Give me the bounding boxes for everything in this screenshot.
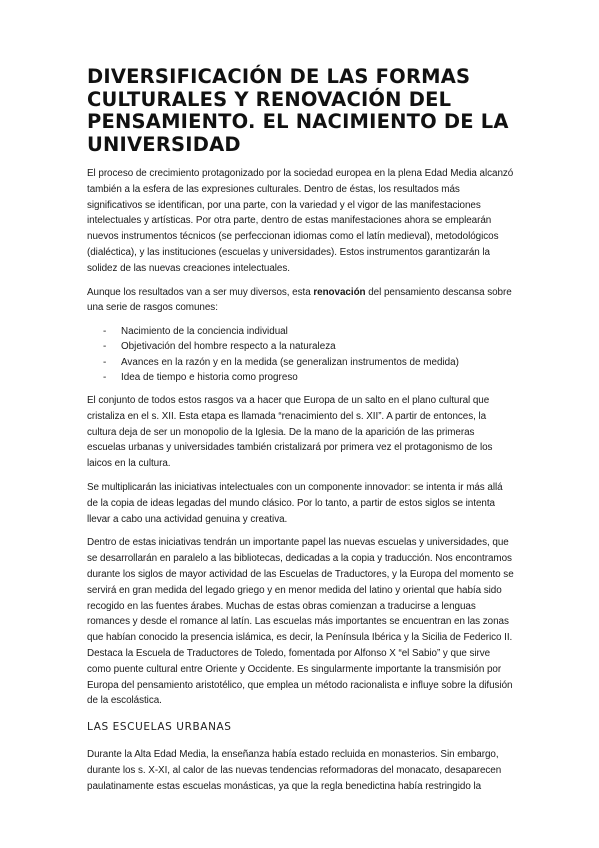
results-paragraph (87, 285, 515, 317)
section-heading: LAS ESCUELAS URBANAS (87, 721, 232, 734)
traits-list (87, 324, 515, 385)
renaissance-paragraph: El conjunto de todos estos rasgos va a hacer que Europa de un salto en el plano cultural que cristaliza en el s. XII. Esta etapa es llamada “renacimiento del s. XII”. A partir de entonces, la cultura deja de ser un monopolio de la Iglesia. De la mano de la aparición de las primeras escuelas urbanas y universidades también cristalizará por primera vez el protagonismo de los laicos en la cultura. (87, 394, 493, 470)
results-bold-word: renovación (313, 286, 366, 298)
results-text-after: del pensamiento descansa sobre una serie de rasgos comunes: (87, 286, 512, 314)
schools-paragraph: Dentro de estas iniciativas tendrán un importante papel las nuevas escuelas y universidades, que se desarrollarán en paralelo a las bibliotecas, dedicadas a la copia y traducción. Nos encontramos durante los siglos de mayor actividad de las Escuelas de Traductores, y la Europa del momento se servirá en gran medida del legado griego y en menor medida del latino y oriental que había sido recogido en las fuentes árabes. Muchas de estas obras comienzan a traducirse a lenguas romances y desde el romance al latín. Las escuelas más importantes se encuentran en las zonas que habían conocido la presencia islámica, es decir, la Península Ibérica y la Sicilia de Federico II. Destaca la Escuela de Traductores de Toledo, fomentada por Alfonso X “el Sabio” y que sirve como puente cultural entre Oriente y Occidente. Es singularmente importante la transmisión por Europa del pensamiento aristotélico, que emplea un método racionalista e influye sobre la difusión de la escolástica. (87, 537, 514, 707)
intro-paragraph: El proceso de crecimiento protagonizado por la sociedad europea en la plena Edad Media alcanzó también a la esfera de las expresiones culturales. Dentro de éstas, los resultados más significativos se identifican, por una parte, con la variedad y el vigor de las manifestaciones intelectuales y artísticas. Por otra parte, dentro de estas manifestaciones ahora se emplearán nuevos instrumentos técnicos (se perfeccionan idiomas como el latín medieval), metodológicos (dialéctica), y las instituciones (escuelas y universidades). Estos instrumentos garantizarán la solidez de las nuevas creaciones intelectuales. (87, 168, 514, 274)
initiatives-paragraph: Se multiplicarán las iniciativas intelectuales con un componente innovador: se intenta ir más allá de la copia de ideas legadas del mundo clásico. Por lo tanto, a partir de estos siglos se intenta llevar a cabo una actividad genuina y creativa. (87, 481, 503, 525)
list-item: - Avances en la razón y en la medida (se generalizan instrumentos de medida) (87, 355, 515, 370)
list-item: - Objetivación del hombre respecto a la naturaleza (87, 339, 515, 354)
list-item: - Idea de tiempo e historia como progreso (87, 370, 515, 385)
urban-schools-paragraph: Durante la Alta Edad Media, la enseñanza había estado recluida en monasterios. Sin embargo, durante los s. X-XI, al calor de las nuevas tendencias reformadoras del monacato, desaparecen paulatinamente estas escuelas monásticas, ya que la regla benedictina había restringido la (87, 749, 502, 792)
list-item: - Nacimiento de la conciencia individual (87, 324, 515, 339)
page-title: DIVERSIFICACIÓN DE LAS FORMAS CULTURALES Y RENOVACIÓN DEL PENSAMIENTO. EL NACIMIENTO DE LA UNIVERSIDAD (87, 65, 509, 156)
results-text-before: Aunque los resultados van a ser muy diversos, esta (87, 286, 314, 298)
